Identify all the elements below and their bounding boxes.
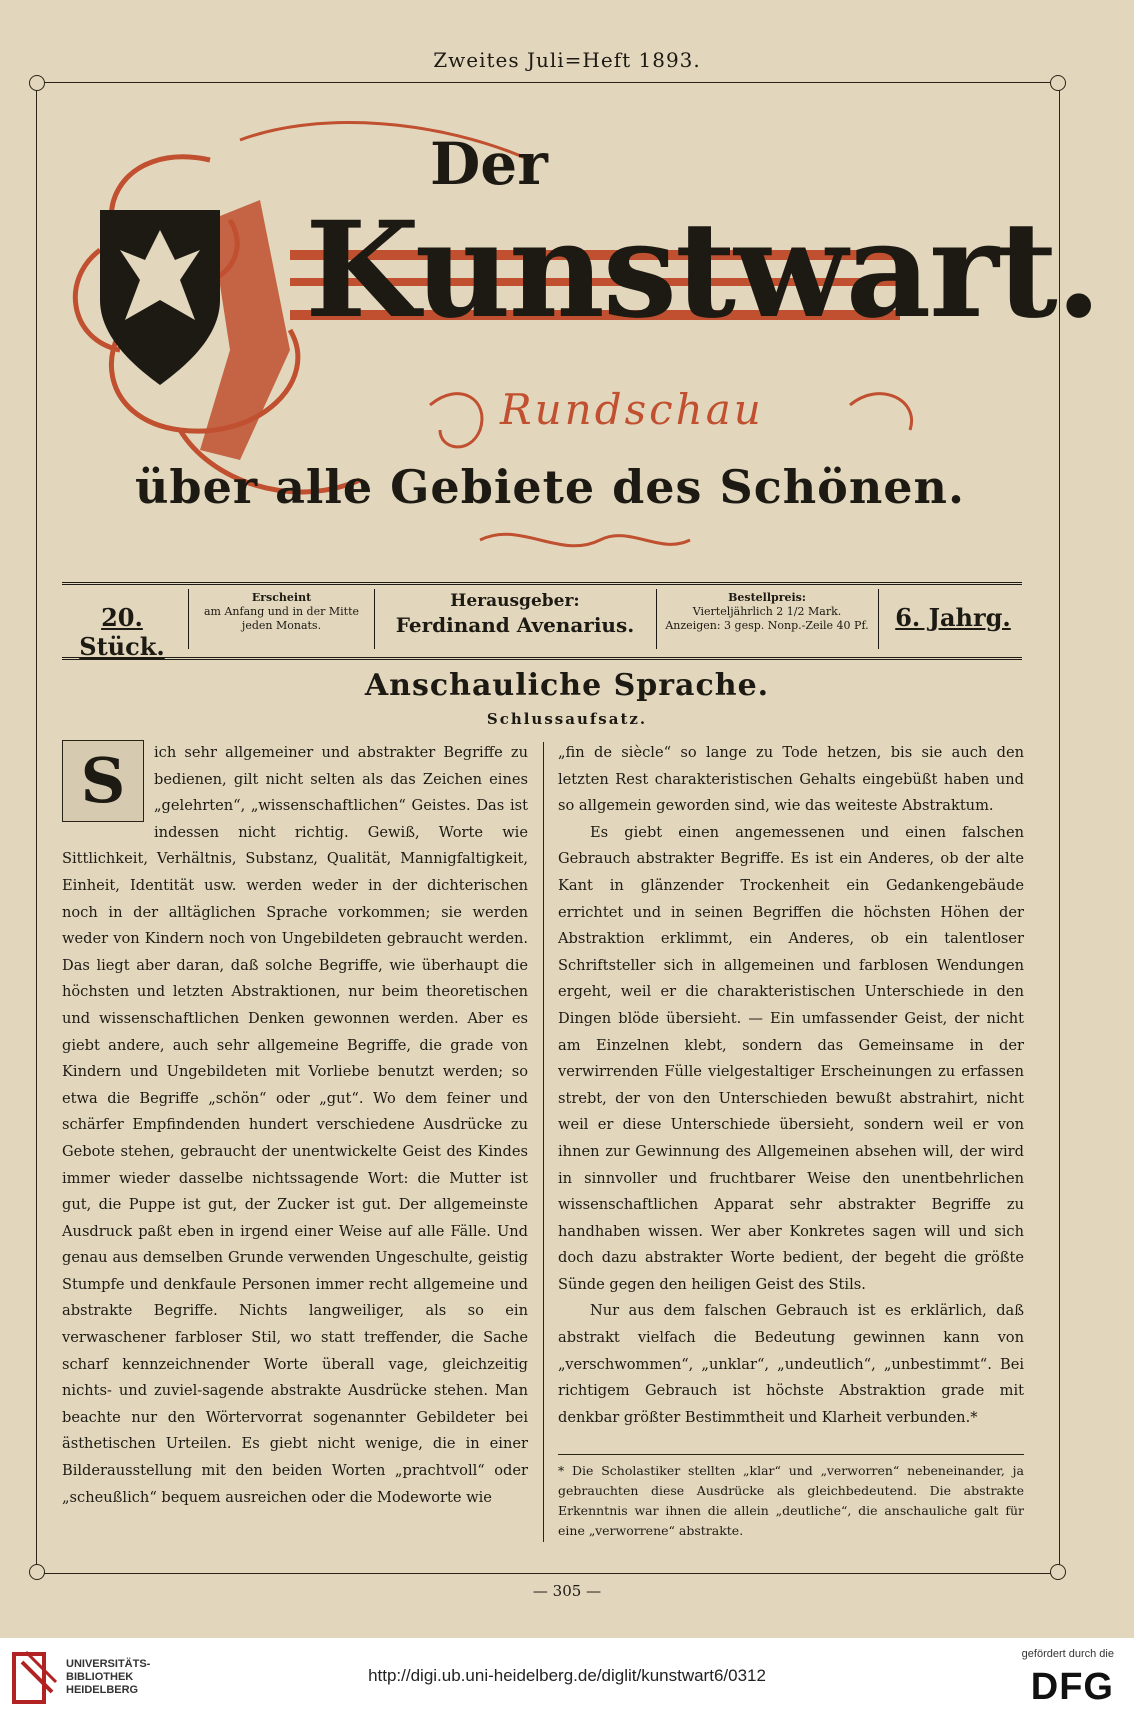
jahrgang: 6. Jahrg. [895,603,1011,632]
info-divider [656,589,657,649]
issue-number: 20. Stück. [79,603,165,661]
masthead-der: Der [430,130,548,198]
dfg-logo: DFG [1030,1666,1114,1708]
info-bar [62,582,1022,660]
frame-corner-ornament [1050,1564,1066,1580]
article-title: Anschauliche Sprache. [364,668,770,703]
left-column [62,740,528,1511]
bestellpreis-label: Bestellpreis: [728,591,806,604]
funded-by-label: gefördert durch die [1021,1648,1114,1660]
bestellpreis-line1: Vierteljährlich 2 1/2 Mark. [692,605,842,618]
eagle-crest-icon [100,210,220,385]
footnote: * Die Scholastiker stellten „klar“ und „verworren“ nebeneinander, ja gebrauchten diese Ausdrücke als gleichbedeutend. Die abstrakte Erkenntnis war ihnen die allein „deutliche“, die anschauliche galt für eine „verworrene“ abstrakte. [558,1454,1024,1541]
frame-corner-ornament [29,1564,45,1580]
library-name-line1: UNIVERSITÄTS- [66,1658,151,1670]
bestellpreis-box [662,591,872,633]
library-name-line2: BIBLIOTHEK [66,1671,134,1683]
herausgeber-label: Herausgeber: [450,591,580,611]
masthead-title: Kunstwart. [305,193,1100,348]
right-paragraph-1: „fin de siècle“ so lange zu Tode hetzen, bis sie auch den letzten Rest charakteristischen Gehalts eingebüßt haben und so allgemein geworden sind, wie das weiteste Abstraktum. [558,744,1024,815]
article-subtitle: Schlussaufsatz. [486,710,648,728]
info-divider [188,589,189,649]
permalink-url[interactable]: http://digi.ub.uni-heidelberg.de/diglit/kunstwart6/0312 [368,1666,766,1685]
column-divider [543,742,544,1542]
dropcap-initial: S [62,740,144,822]
herausgeber-name: Ferdinand Avenarius. [395,613,635,637]
right-column [558,740,1024,1431]
issue-date: Zweites Juli=Heft 1893. [433,48,701,72]
info-divider [878,589,879,649]
viewer-footer [0,1638,1134,1720]
library-name-line3: HEIDELBERG [66,1684,139,1696]
right-paragraph-2: Es giebt einen angemessenen und einen falschen Gebrauch abstrakter Begriffe. Es ist ein Anderes, ob der alte Kant in glänzender Trockenheit ein Gedankengebäude errichtet und in seinen Begriffen die höchsten Höhen der Abstraktion erklimmt, ein Anderes, ob ein talentloser Schriftsteller sich in allgemeinen und farblosen Wendungen ergeht, weil er die charakteristischen Unterschiede in den Dingen blöde übersieht. — Ein umfassender Geist, der nicht am Einzelnen klebt, sondern das Gemeinsame in der verwirrenden Fülle vielgestaltiger Erscheinungen zu erfassen strebt, der von den Unterschieden bewußt abstrahirt, nicht weil er diese Unterschiede übersieht, sondern weil er von ihnen zur Gewinnung des Allgemeinen absehen will, der wird in sinnvoller und fruchtbarer Weise den unentbehrlichen wissenschaftlichen Apparat sehr abstrakter Begriffe zu handhaben wissen. Wer aber Konkretes sagen will und sich doch dazu abstrakter Worte bedient, der begeht die größte Sünde gegen den heiligen Geist des Stils. [558,823,1024,1293]
erscheint-text: am Anfang und in der Mitte jeden Monats. [203,605,359,632]
masthead-rundschau: Rundschau [500,385,764,434]
bestellpreis-line2: Anzeigen: 3 gesp. Nonp.-Zeile 40 Pf. [665,619,869,632]
erscheint-label: Erscheint [251,591,312,604]
masthead [60,100,1100,580]
masthead-subtitle: über alle Gebiete des Schönen. [134,460,965,514]
frame-corner-ornament [1050,75,1066,91]
frame-corner-ornament [29,75,45,91]
info-divider [374,589,375,649]
left-column-text: ich sehr allgemeiner und abstrakter Begriffe zu bedienen, gilt nicht selten als das Zeichen eines „gelehrten“, „wissenschaftlichen“ Geistes. Das ist indessen nicht richtig. Gewiß, Worte wie Sittlichkeit, Verhältnis, Substanz, Qualität, Mannigfaltigkeit, Einheit, Identität usw. werden weder in der dichterischen noch in der alltäglichen Sprache vorkommen; sie werden weder von Kindern noch von Ungebildeten gebraucht werden. Das liegt aber daran, daß solche Begriffe, wie überhaupt die höchsten und letzten Abstraktionen, nur beim theoretischen und wissenschaftlichen Denken gewonnen werden. Aber es giebt andere, auch sehr allgemeine Begriffe, die grade von Kindern und Ungebildeten mit Vorliebe benutzt werden; so etwa die Begriffe „schön“ oder „gut“. Wo dem feiner und schärfer Empfindenden hundert verschiedene Ausdrücke zu Gebote stehen, gebraucht der unentwickelte Geist des Kindes immer wieder dasselbe nichtssagende Wort: die Mutter ist gut, die Puppe ist gut, der Zucker ist gut. Der allgemeinste Ausdruck paßt eben in irgend einer Weise auf alle Fälle. Und genau aus demselben Grunde verwenden Ungeschulte, geistig Stumpfe und denkfaule Personen immer recht allgemeine und abstrakte Begriffe. Nichts langweiliger, als so ein verwaschener farbloser Stil, wo statt treffender, die Sache scharf kennzeichnender Worte überall vage, gleichzeitig nichts- und zuviel-sagende abstrakte Ausdrücke stehen. Man beachte nur den Wörtervorrat sogenannter Gebildeter bei ästhetischen Urteilen. Es giebt nicht wenige, die in einer Bilderausstellung mit den beiden Worten „prachtvoll“ oder „scheußlich“ bequem ausreichen oder die Modeworte wie [62,744,528,1506]
page-number: — 305 — [532,1582,602,1600]
erscheint-box [194,591,369,633]
right-paragraph-3: Nur aus dem falschen Gebrauch ist es erklärlich, daß abstrakt vielfach die Bedeutung gewinnen kann von „verschwommen“, „unklar“, „undeutlich“, „unbestimmt“. Bei richtigem Gebrauch ist höchste Abstraktion grade mit denkbar größter Bestimmtheit und Klarheit verbunden.* [558,1302,1024,1426]
herausgeber-box [380,591,650,637]
